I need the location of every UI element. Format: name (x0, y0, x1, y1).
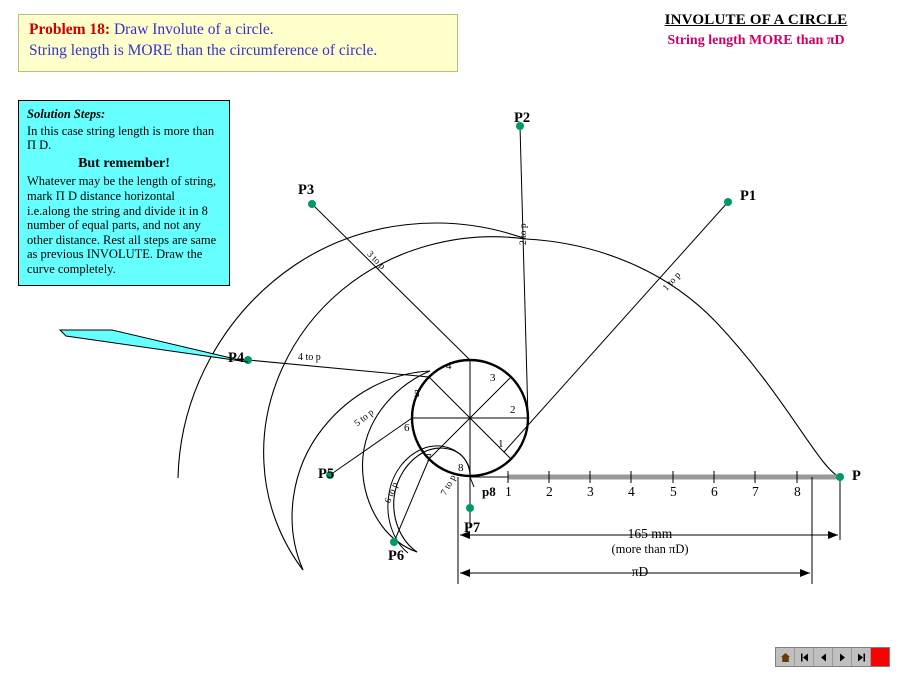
label-point-P4 (228, 350, 244, 367)
problem-line-1 (29, 21, 449, 39)
label-point-P1-sub: 1 (748, 188, 757, 204)
tangent-label-5: 5 to p (352, 407, 377, 429)
label-point-P5-text: P (318, 466, 327, 482)
baseline-tick-5: 5 (670, 484, 677, 499)
label-point-P4-text: P (228, 350, 237, 366)
home-icon[interactable] (776, 648, 795, 666)
slide-title-block (626, 12, 886, 49)
circle-division-6: 6 (404, 422, 410, 434)
label-point-P7-text: P (464, 520, 473, 536)
tangent-label-4: 4 to p (298, 352, 321, 363)
baseline-tick-4: 4 (628, 484, 635, 499)
last-icon[interactable] (852, 648, 871, 666)
label-point-P-text: P (852, 468, 861, 484)
spacer (331, 404, 408, 553)
circle-division-4: 4 (446, 360, 452, 372)
next-icon[interactable] (833, 648, 852, 666)
baseline-tick-1: 1 (505, 484, 512, 499)
callout-remember: But remember! (78, 155, 170, 171)
label-point-P6-text: P (388, 548, 397, 564)
baseline-tick-3: 3 (587, 484, 594, 499)
last-glyph (856, 652, 867, 663)
circle-division-7: 7 (426, 452, 432, 464)
label-point-P2-sub: 2 (522, 110, 531, 126)
problem-line-2: String length is MORE than the circumference of circle. (29, 42, 378, 59)
callout-heading: Solution Steps: (27, 107, 106, 121)
baseline-tick-2: 2 (546, 484, 553, 499)
circle-division-1: 1 (498, 438, 504, 450)
label-point-P6-sub: 6 (396, 548, 405, 564)
label-point-P (852, 468, 861, 485)
label-point-P1-text: P (740, 188, 749, 204)
baseline-tick-6: 6 (711, 484, 718, 499)
solution-steps-callout (18, 100, 230, 286)
prev-glyph (818, 652, 829, 663)
callout-para-1: In this case string length is more than Π D. (27, 123, 215, 153)
tangent-label-1: 1 to p (661, 270, 684, 294)
dimension-165mm-value: 165 mm (627, 526, 673, 541)
circle-division-5: 5 (414, 388, 420, 400)
page-title: INVOLUTE OF A CIRCLE (664, 12, 848, 28)
prev-icon[interactable] (814, 648, 833, 666)
dimension-165mm-note: (more than πD) (611, 542, 689, 556)
label-point-P1 (740, 188, 756, 205)
involute-outer-sweep (526, 239, 840, 477)
callout-para-2: Whatever may be the length of string, mark Π D distance horizontal i.e.along the string and divide it in 8 number of equal parts, and not any other distance. Rest all steps are same as previous INVOLUTE. Draw the curve completely. (27, 174, 217, 276)
label-point-P2-text: P (514, 110, 523, 126)
problem-text-1: Draw Involute of a circle. (113, 21, 274, 38)
baseline-tick-8: 8 (794, 484, 801, 499)
label-point-P6 (388, 548, 404, 565)
label-point-P5 (318, 466, 334, 483)
label-point-P3 (298, 182, 314, 199)
label-point-P7 (464, 520, 480, 537)
slideshow-navbar[interactable] (775, 647, 890, 667)
label-point-P5-sub: 5 (326, 466, 335, 482)
label-point-P4-sub: 4 (236, 350, 245, 366)
baseline-tick-7: 7 (752, 484, 759, 499)
spiral-draft-5 (185, 269, 470, 605)
label-point-P7-sub: 7 (472, 520, 481, 536)
stop-icon[interactable] (871, 648, 889, 666)
callout-tail (60, 330, 248, 362)
dimension-165mm-label (570, 526, 730, 557)
first-icon[interactable] (795, 648, 814, 666)
involute-curve (178, 223, 526, 570)
circle-division-2: 2 (510, 404, 516, 416)
label-point-p8-sub: 8 (489, 484, 496, 499)
label-point-P3-sub: 3 (306, 182, 315, 198)
label-point-p8-text: p (482, 484, 490, 499)
label-point-P3-text: P (298, 182, 307, 198)
tangent-label-6: 6 to p (383, 481, 401, 505)
circle-division-8: 8 (458, 462, 464, 474)
label-point-p8 (482, 484, 496, 500)
first-glyph (799, 652, 810, 663)
next-glyph (837, 652, 848, 663)
home-glyph (780, 652, 791, 663)
tangent-label-2: 2 to p (519, 223, 529, 245)
problem-tag: Problem 18: (29, 21, 111, 38)
dimension-piD-label: πD (631, 564, 649, 579)
label-point-P2 (514, 110, 530, 127)
page-subtitle: String length MORE than πD (667, 33, 845, 48)
tangent-label-7: 7 to p (439, 473, 459, 498)
problem-statement-box (18, 14, 458, 72)
circle-division-3: 3 (490, 372, 496, 384)
tangent-label-3: 3 to p (364, 249, 387, 272)
